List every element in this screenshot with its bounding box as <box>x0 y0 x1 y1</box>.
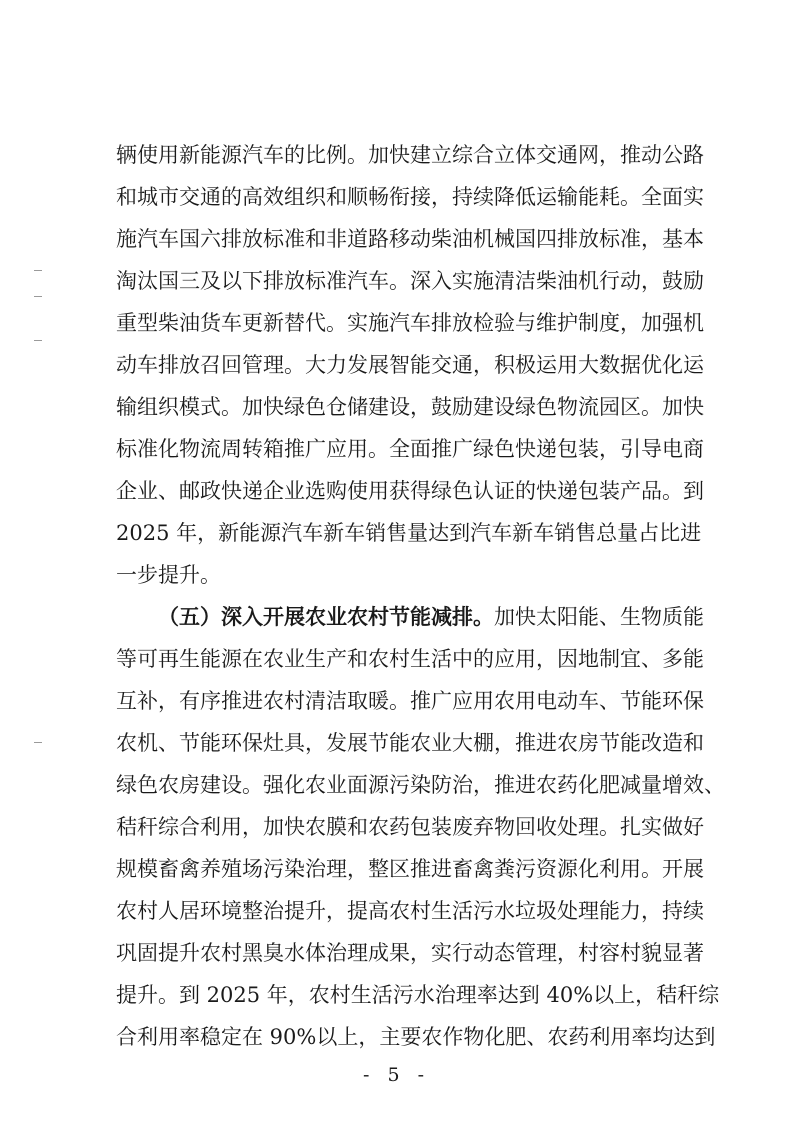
text-line: 秸秆综合利用，加快农膜和农药包装废弃物回收处理。扎实做好 <box>116 815 704 839</box>
text-line: 巩固提升农村黑臭水体治理成果，实行动态管理，村容村貌显著 <box>116 941 704 965</box>
text-line: 等可再生能源在农业生产和农村生活中的应用，因地制宜、多能 <box>116 647 704 671</box>
text-line: 规模畜禽养殖场污染治理，整区推进畜禽粪污资源化利用。开展 <box>116 857 704 881</box>
text-line: 农机、节能环保灶具，发展节能农业大棚，推进农房节能改造和 <box>116 731 704 755</box>
text-span: 加快太阳能、生物质能 <box>494 605 704 629</box>
text-line: 标准化物流周转箱推广应用。全面推广绿色快递包装，引导电商 <box>116 437 704 461</box>
text-line: 施汽车国六排放标准和非道路移动柴油机械国四排放标准，基本 <box>116 227 704 251</box>
text-line: 合利用率稳定在 90%以上，主要农作物化肥、农药利用率均达到 <box>116 1025 716 1049</box>
text-line: 输组织模式。加快绿色仓储建设，鼓励建设绿色物流园区。加快 <box>116 395 704 419</box>
text-line: 互补，有序推进农村清洁取暖。推广应用农用电动车、节能环保 <box>116 689 704 713</box>
text-line: 农村人居环境整治提升，提高农村生活污水垃圾处理能力，持续 <box>116 899 704 923</box>
margin-mark <box>34 340 42 341</box>
text-line: 企业、邮政快递企业选购使用获得绿色认证的快递包装产品。到 <box>116 479 704 503</box>
text-line: 重型柴油货车更新替代。实施汽车排放检验与维护制度，加强机 <box>116 311 704 335</box>
margin-mark <box>34 742 42 743</box>
margin-mark <box>34 296 42 297</box>
text-line: 动车排放召回管理。大力发展智能交通，积极运用大数据优化运 <box>116 353 704 377</box>
text-line: 淘汰国三及以下排放标准汽车。深入实施清洁柴油机行动，鼓励 <box>116 269 704 293</box>
text-line: 2025 年，新能源汽车新车销售量达到汽车新车销售总量占比进 <box>116 521 702 545</box>
text-line: 一步提升。 <box>116 563 221 587</box>
margin-mark <box>34 270 42 271</box>
text-line: 绿色农房建设。强化农业面源污染防治，推进农药化肥减量增效、 <box>116 773 725 797</box>
section-heading: （五）深入开展农业农村节能减排。 <box>158 604 494 629</box>
text-line: 和城市交通的高效组织和顺畅衔接，持续降低运输能耗。全面实 <box>116 185 704 209</box>
section-heading-line <box>158 597 704 637</box>
text-line: 辆使用新能源汽车的比例。加快建立综合立体交通网，推动公路 <box>116 143 704 167</box>
text-line: 提升。到 2025 年，农村生活污水治理率达到 40%以上，秸秆综 <box>116 983 720 1007</box>
page-number: - 5 - <box>362 1064 430 1086</box>
